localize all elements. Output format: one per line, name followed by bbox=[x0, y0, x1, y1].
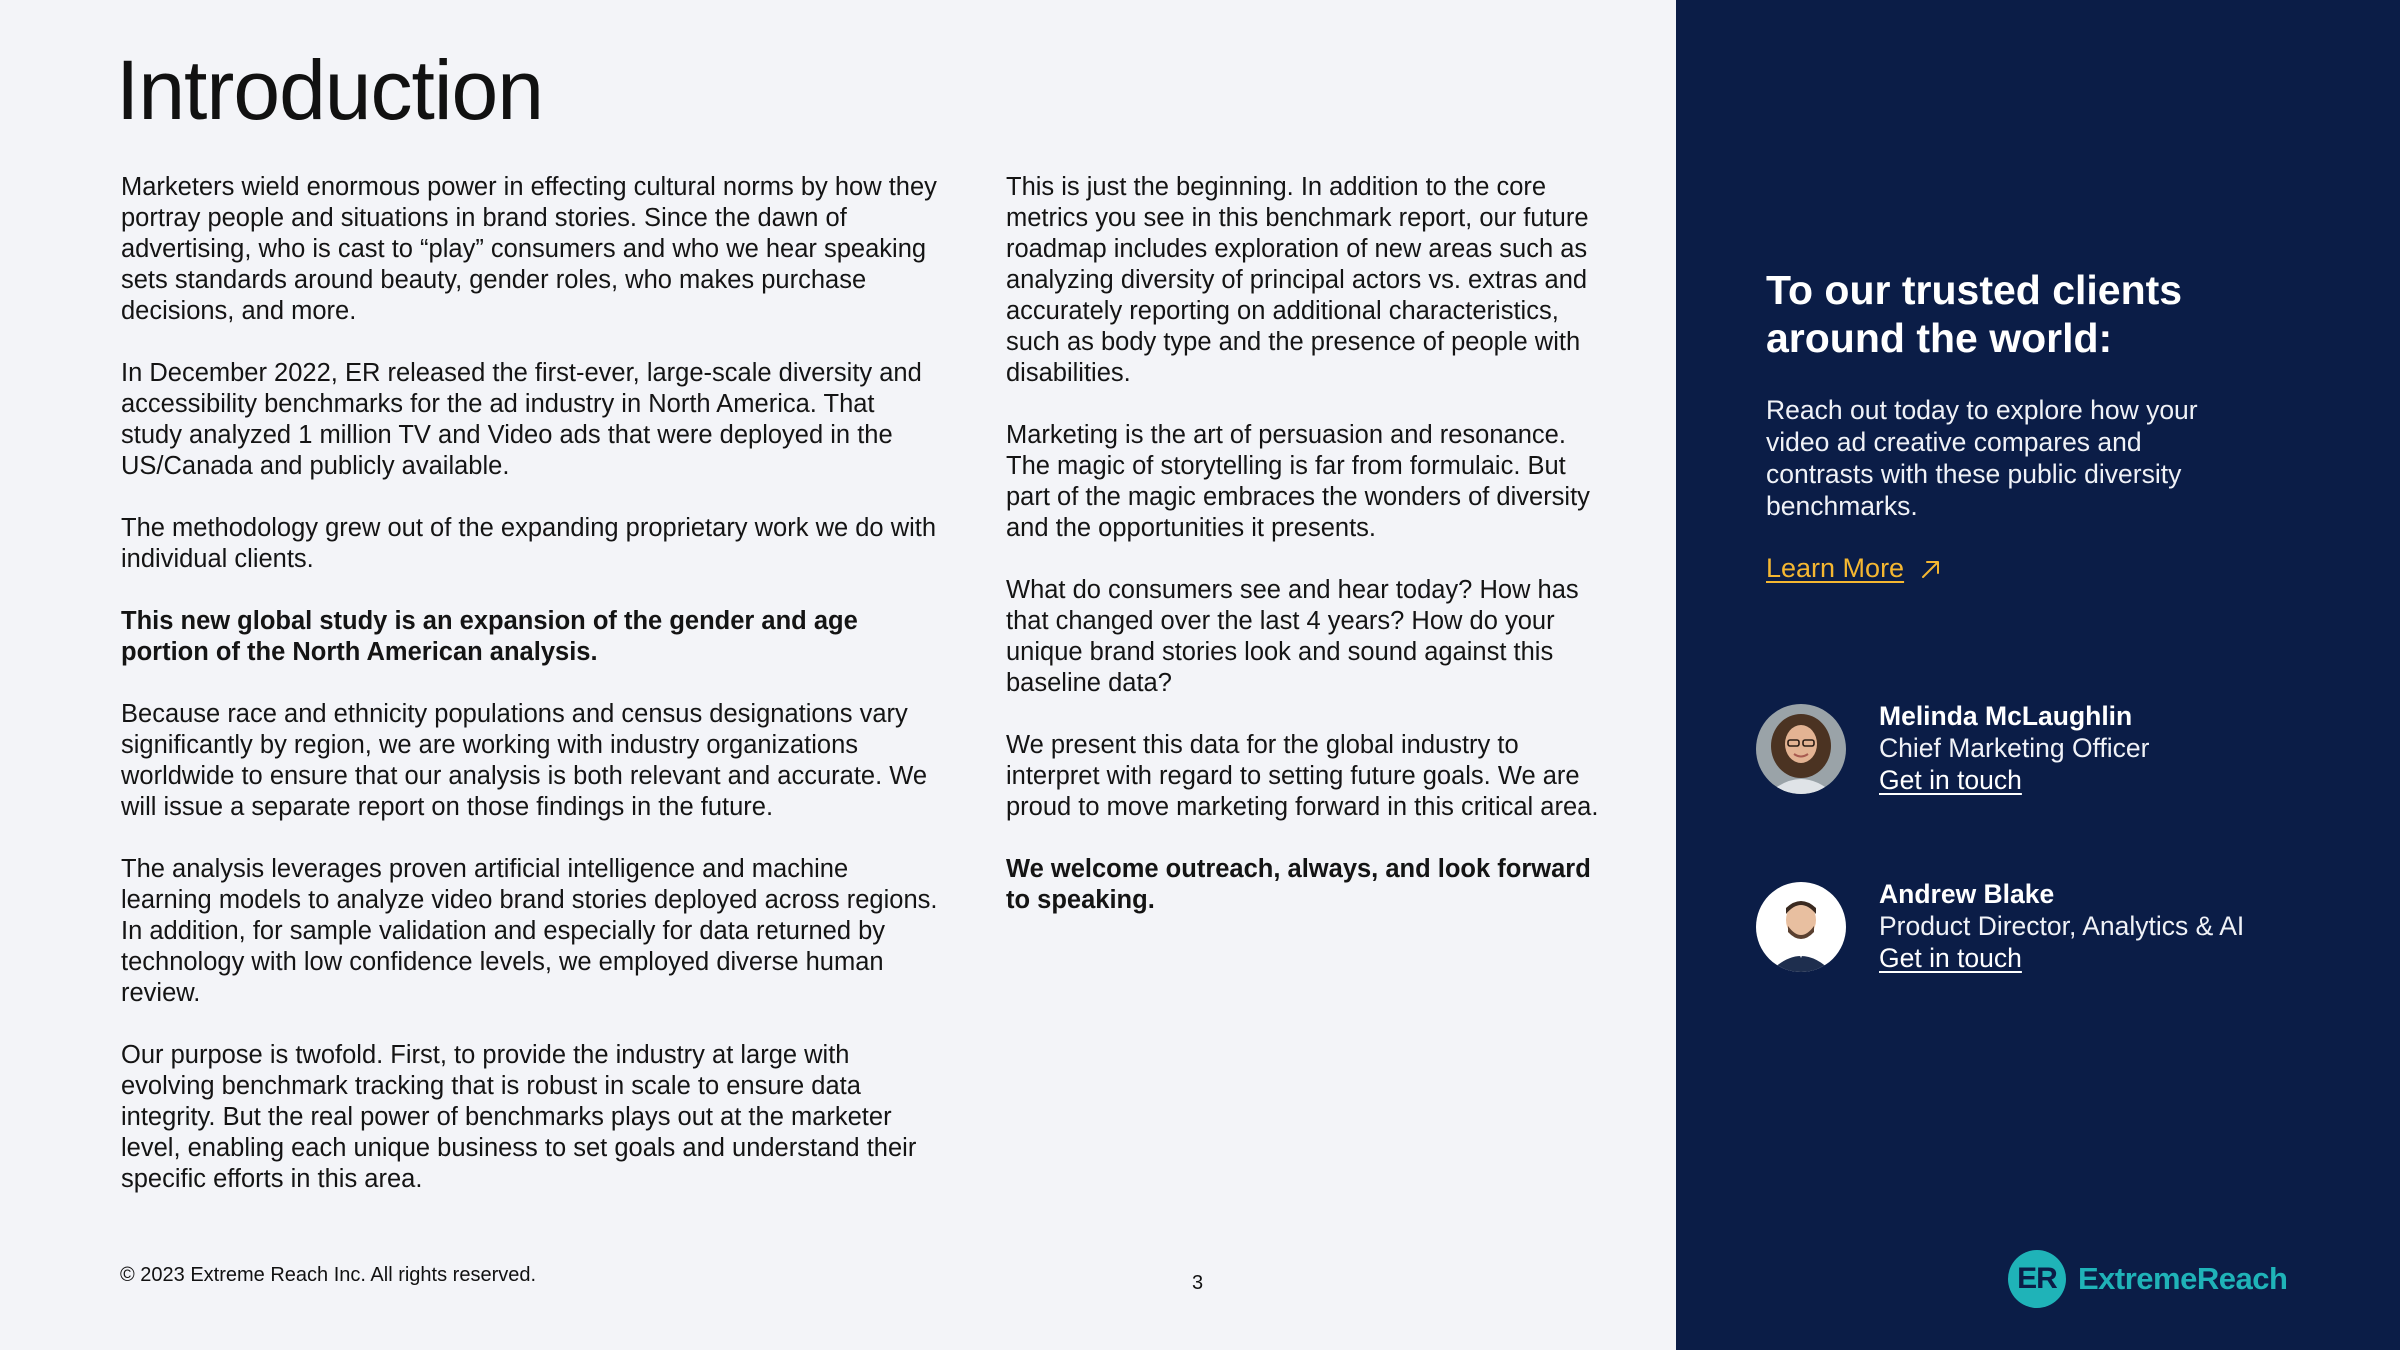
paragraph: The analysis leverages proven artificial intelligence and machine learning models to analyze video brand stories deployed across regions. In addition, for sample validation and especially for data returned by technology with low confidence levels, we employed diverse human review. bbox=[121, 855, 938, 1007]
get-in-touch-link[interactable]: Get in touch bbox=[1879, 943, 2022, 973]
learn-more-label[interactable]: Learn More bbox=[1766, 553, 1905, 583]
paragraph: Our purpose is twofold. First, to provide the industry at large with evolving benchmark tracking that is robust in scale to ensure data integrity. But the real power of benchmarks plays out at the marketer level, enabling each unique business to set goals and understand their specific efforts in this area. bbox=[121, 1041, 917, 1193]
contact-card bbox=[1756, 878, 2244, 974]
contact-role: Chief Marketing Officer bbox=[1879, 733, 2150, 763]
text-column-right bbox=[1006, 172, 1616, 947]
contact-sidebar bbox=[1676, 0, 2400, 1350]
avatar bbox=[1756, 704, 1846, 794]
sidebar-body: Reach out today to explore how your video ad creative compares and contrasts with these public diversity benchmarks. bbox=[1766, 395, 2198, 521]
contact-card bbox=[1756, 700, 2150, 796]
paragraph: The methodology grew out of the expanding proprietary work we do with individual clients. bbox=[121, 514, 937, 573]
page-title: Introduction bbox=[116, 43, 543, 137]
paragraph: Marketing is the art of persuasion and resonance. The magic of storytelling is far from formulaic. But part of the magic embraces the wonders of diversity and the opportunities it presents. bbox=[1006, 421, 1590, 542]
learn-more-link[interactable] bbox=[1766, 553, 1944, 584]
footer-copyright: © 2023 Extreme Reach Inc. All rights reserved. bbox=[120, 1264, 537, 1286]
avatar bbox=[1756, 882, 1846, 972]
get-in-touch-link[interactable]: Get in touch bbox=[1879, 765, 2022, 795]
logo-mark: ER bbox=[2008, 1250, 2066, 1308]
contact-role: Product Director, Analytics & AI bbox=[1879, 911, 2245, 941]
text-column-left bbox=[121, 172, 941, 1226]
paragraph-emphasis: This new global study is an expansion of the gender and age portion of the North American analysis. bbox=[121, 607, 858, 666]
extremereach-logo bbox=[2008, 1250, 2287, 1308]
paragraph: Because race and ethnicity populations and census designations vary significantly by region, we are working with industry organizations worldwide to ensure that our analysis is both relevant and accurate. We will issue a separate report on those findings in the future. bbox=[121, 700, 928, 821]
paragraph: Marketers wield enormous power in effecting cultural norms by how they portray people and situations in brand stories. Since the dawn of advertising, who is cast to “play” consumers and who we hear speaking sets standards around beauty, gender roles, who makes purchase decisions, and more. bbox=[121, 173, 937, 325]
sidebar-heading: To our trusted clients around the world: bbox=[1766, 267, 2183, 361]
paragraph: This is just the beginning. In addition to the core metrics you see in this benchmark report, our future roadmap includes exploration of new areas such as analyzing diversity of principal actors vs. extras and accurately reporting on additional characteristics, such as body type and the presence of people with disabilities. bbox=[1006, 173, 1589, 387]
contact-name: Melinda McLaughlin bbox=[1879, 701, 2133, 731]
contact-name: Andrew Blake bbox=[1879, 879, 2055, 909]
page-number: 3 bbox=[1192, 1272, 1204, 1294]
paragraph: We present this data for the global industry to interpret with regard to setting future goals. We are proud to move marketing forward in this critical area. bbox=[1006, 731, 1599, 821]
logo-text: ExtremeReach bbox=[2078, 1261, 2288, 1296]
paragraph: In December 2022, ER released the first-ever, large-scale diversity and accessibility benchmarks for the ad industry in North America. That study analyzed 1 million TV and Video ads that were deployed in the US/Canada and publicly available. bbox=[121, 359, 922, 480]
paragraph: What do consumers see and hear today? How has that changed over the last 4 years? How do your unique brand stories look and sound against this baseline data? bbox=[1006, 576, 1579, 697]
paragraph-emphasis: We welcome outreach, always, and look forward to speaking. bbox=[1006, 855, 1591, 914]
arrow-up-right-icon bbox=[1918, 556, 1944, 582]
